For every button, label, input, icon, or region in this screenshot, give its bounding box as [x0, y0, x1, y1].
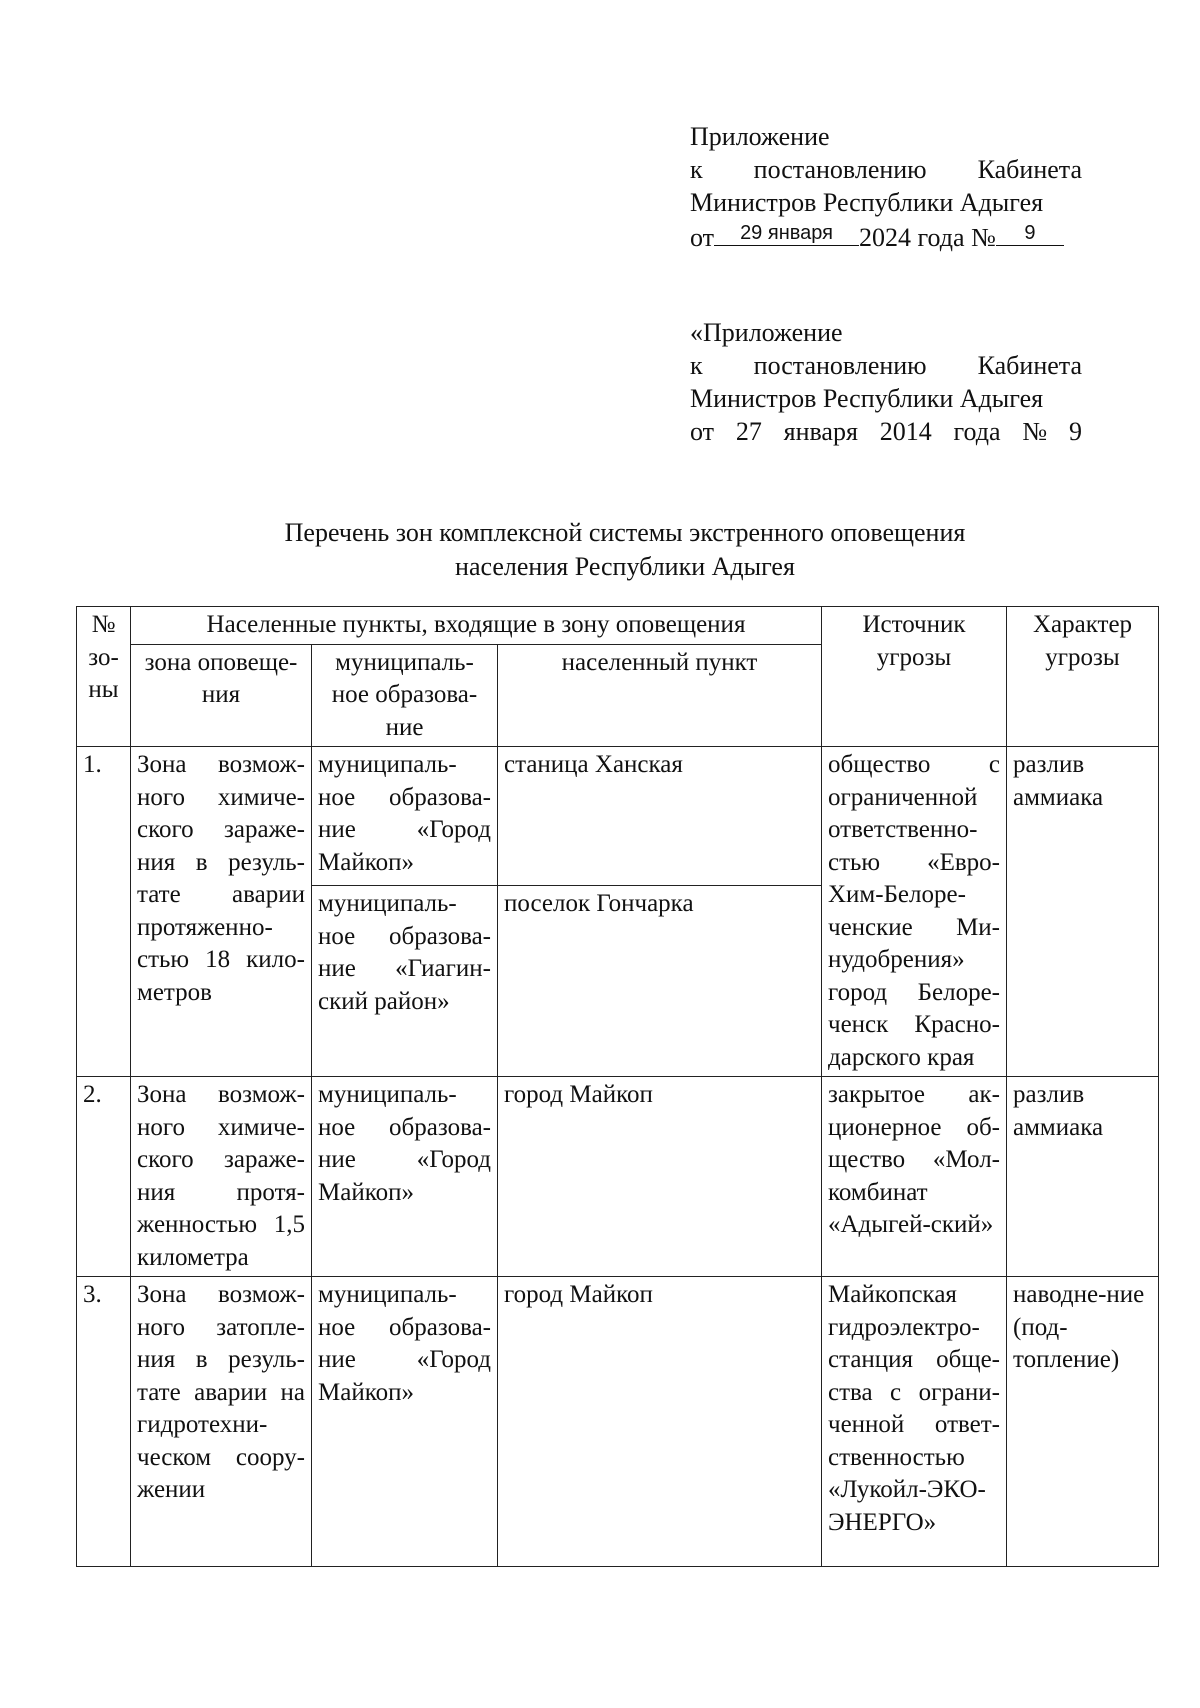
zone-number: 2. [77, 1077, 131, 1277]
zone-number: 3. [77, 1277, 131, 1567]
municipality-cell: муниципаль-ное образова-ние «Город Майкоп» [312, 747, 498, 886]
settlement-cell: поселок Гончарка [498, 886, 822, 1077]
appendix-header-current [690, 120, 1082, 254]
header-zone: зона оповеще-ния [131, 644, 312, 747]
zone-description: Зона возмож-ного химиче-ского зараже-ния протя-женностью 1,5 километра [131, 1077, 312, 1277]
table-row [77, 1077, 1159, 1277]
settlement-cell: город Майкоп [498, 1077, 822, 1277]
threat-source-cell: закрытое ак-ционерное об-щество «Мол-комбинат «Адыгей-ский» [822, 1077, 1007, 1277]
zone-description: Зона возмож-ного химиче-ского зараже-ния в резуль-тате аварии протяженно-стью 18 кило-метров [131, 747, 312, 1077]
municipality-cell: муниципаль-ное образова-ние «Город Майкоп» [312, 1077, 498, 1277]
handwritten-number: 9 [1024, 222, 1036, 244]
header-municipality: муниципаль-ное образова-ние [312, 644, 498, 747]
document-title [120, 516, 1130, 584]
resolution-line: к постановлению Кабинета [690, 351, 1082, 380]
date-number-line: от 27 января 2014 года № 9 [690, 417, 1082, 446]
threat-source-cell: общество с ограниченной ответственно-стью «Евро-Хим-Белоре-ченские Ми-нудобрения» город Белоре-ченск Красно-дарского края [822, 747, 1007, 1077]
table-row [77, 747, 1159, 886]
zone-number: 1. [77, 747, 131, 1077]
date-blank [714, 219, 859, 246]
appendix-label: Приложение [690, 122, 830, 151]
handwritten-date: 29 января [740, 222, 833, 244]
title-line-2: населения Республики Адыгея [455, 552, 795, 581]
date-number-line: от 29 января 2024 года № 9 [690, 219, 1082, 254]
zones-table [76, 606, 1159, 1567]
title-line-1: Перечень зон комплексной системы экстренного оповещения [284, 518, 966, 547]
ministers-line: Министров Республики Адыгея [690, 384, 1044, 413]
appendix-label: «Приложение [690, 318, 843, 347]
header-threat-type: Характер угрозы [1007, 607, 1159, 747]
settlement-cell: город Майкоп [498, 1277, 822, 1567]
threat-type-cell: наводне-ние (под-топление) [1007, 1277, 1159, 1567]
header-settlement: населенный пункт [498, 644, 822, 747]
table-row [77, 1277, 1159, 1567]
settlement-cell: станица Ханская [498, 747, 822, 886]
header-settlements-group: Населенные пункты, входящие в зону оповещения [131, 607, 822, 645]
threat-type-cell: разлив аммиака [1007, 1077, 1159, 1277]
threat-source-cell: Майкопская гидроэлектро-станция обще-ства с ограни-ченной ответ-ственностью «Лукойл-ЭКО-ЭНЕРГО» [822, 1277, 1007, 1567]
municipality-cell: муниципаль-ное образова-ние «Гиагин-ский район» [312, 886, 498, 1077]
ministers-line: Министров Республики Адыгея [690, 188, 1044, 217]
municipality-cell: муниципаль-ное образова-ние «Город Майкоп» [312, 1277, 498, 1567]
appendix-header-previous [690, 316, 1082, 448]
header-zone-no: № зо-ны [77, 607, 131, 747]
resolution-line: к постановлению Кабинета [690, 155, 1082, 184]
threat-type-cell: разлив аммиака [1007, 747, 1159, 1077]
header-threat-source: Источник угрозы [822, 607, 1007, 747]
zone-description: Зона возмож-ного затопле-ния в резуль-тате аварии на гидротехни-ческом соору-жении [131, 1277, 312, 1567]
number-blank [996, 219, 1064, 246]
